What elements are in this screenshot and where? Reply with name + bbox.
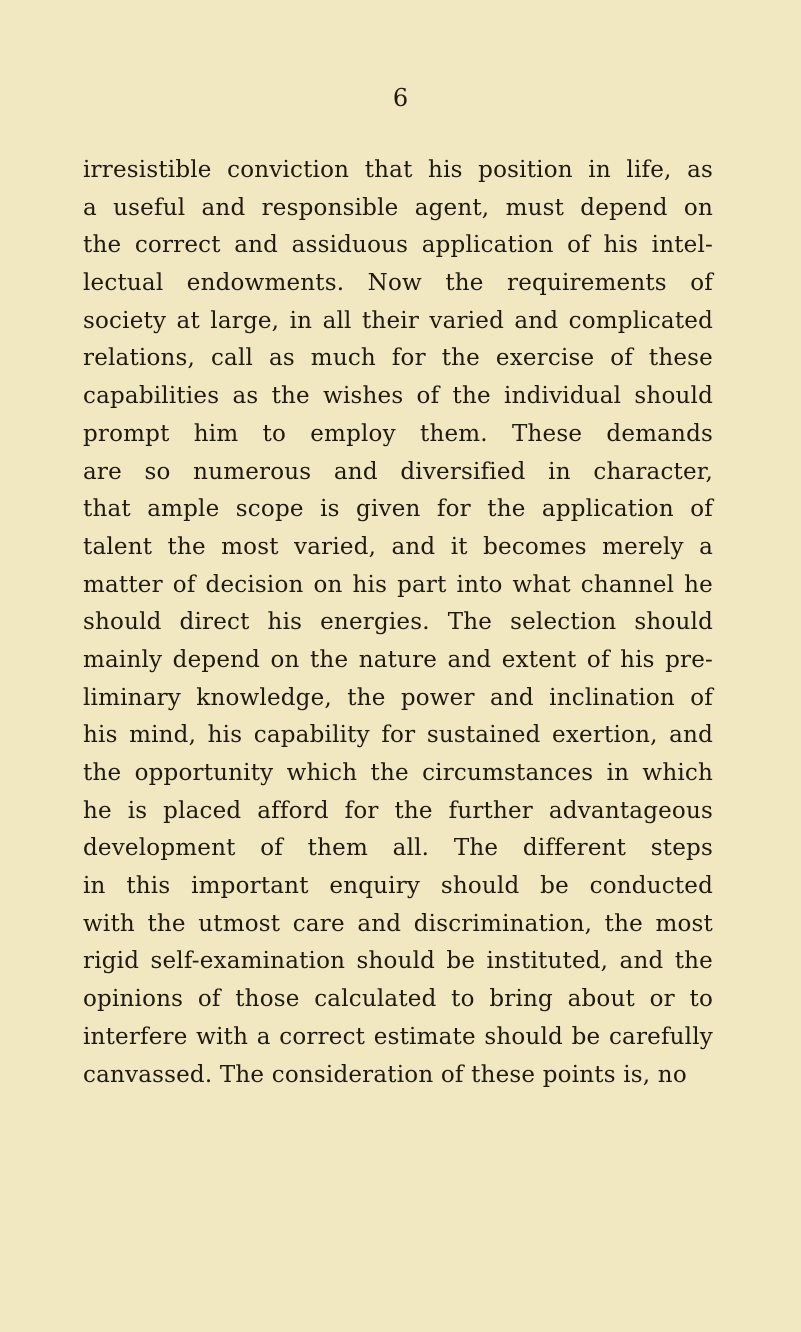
text-line: matter of decision on his part into what channel he <box>83 571 713 598</box>
text-line: liminary knowledge, the power and inclination of <box>83 684 713 711</box>
page-number: 6 <box>392 84 409 112</box>
text-line: irresistible conviction that his position in life, as <box>83 157 713 183</box>
text-line: capabilities as the wishes of the individual should <box>83 383 713 410</box>
text-line: prompt him to employ them. These demands <box>83 420 713 447</box>
text-line: talent the most varied, and it becomes merely a <box>83 533 713 560</box>
text-line: canvassed. The consideration of these points is, no <box>83 1061 687 1088</box>
text-line: with the utmost care and discrimination, the most <box>83 910 713 937</box>
text-line: opinions of those calculated to bring about or to <box>83 986 713 1013</box>
text-line: a useful and responsible agent, must depend on <box>83 194 713 221</box>
text-line: society at large, in all their varied and complicated <box>83 307 713 334</box>
text-line: relations, call as much for the exercise of these <box>83 345 713 372</box>
body-paragraph <box>83 152 713 1094</box>
text-line: lectual endowments. Now the requirements of <box>83 270 713 297</box>
text-line: the opportunity which the circumstances in which <box>83 760 713 786</box>
text-line: interfere with a correct estimate should be carefully <box>83 1023 713 1050</box>
text-line: his mind, his capability for sustained exertion, and <box>83 722 713 749</box>
text-line: that ample scope is given for the application of <box>83 496 713 523</box>
text-line: he is placed afford for the further advantageous <box>83 797 713 824</box>
text-line: should direct his energies. The selection should <box>83 609 713 636</box>
text-line: are so numerous and diversified in character, <box>83 458 713 485</box>
text-line: mainly depend on the nature and extent of his pre- <box>83 646 713 673</box>
text-line: the correct and assiduous application of his intel- <box>83 232 713 259</box>
text-line: rigid self-examination should be instituted, and the <box>83 948 713 975</box>
text-line: development of them all. The different steps <box>83 835 713 862</box>
text-line: in this important enquiry should be conducted <box>83 873 713 900</box>
